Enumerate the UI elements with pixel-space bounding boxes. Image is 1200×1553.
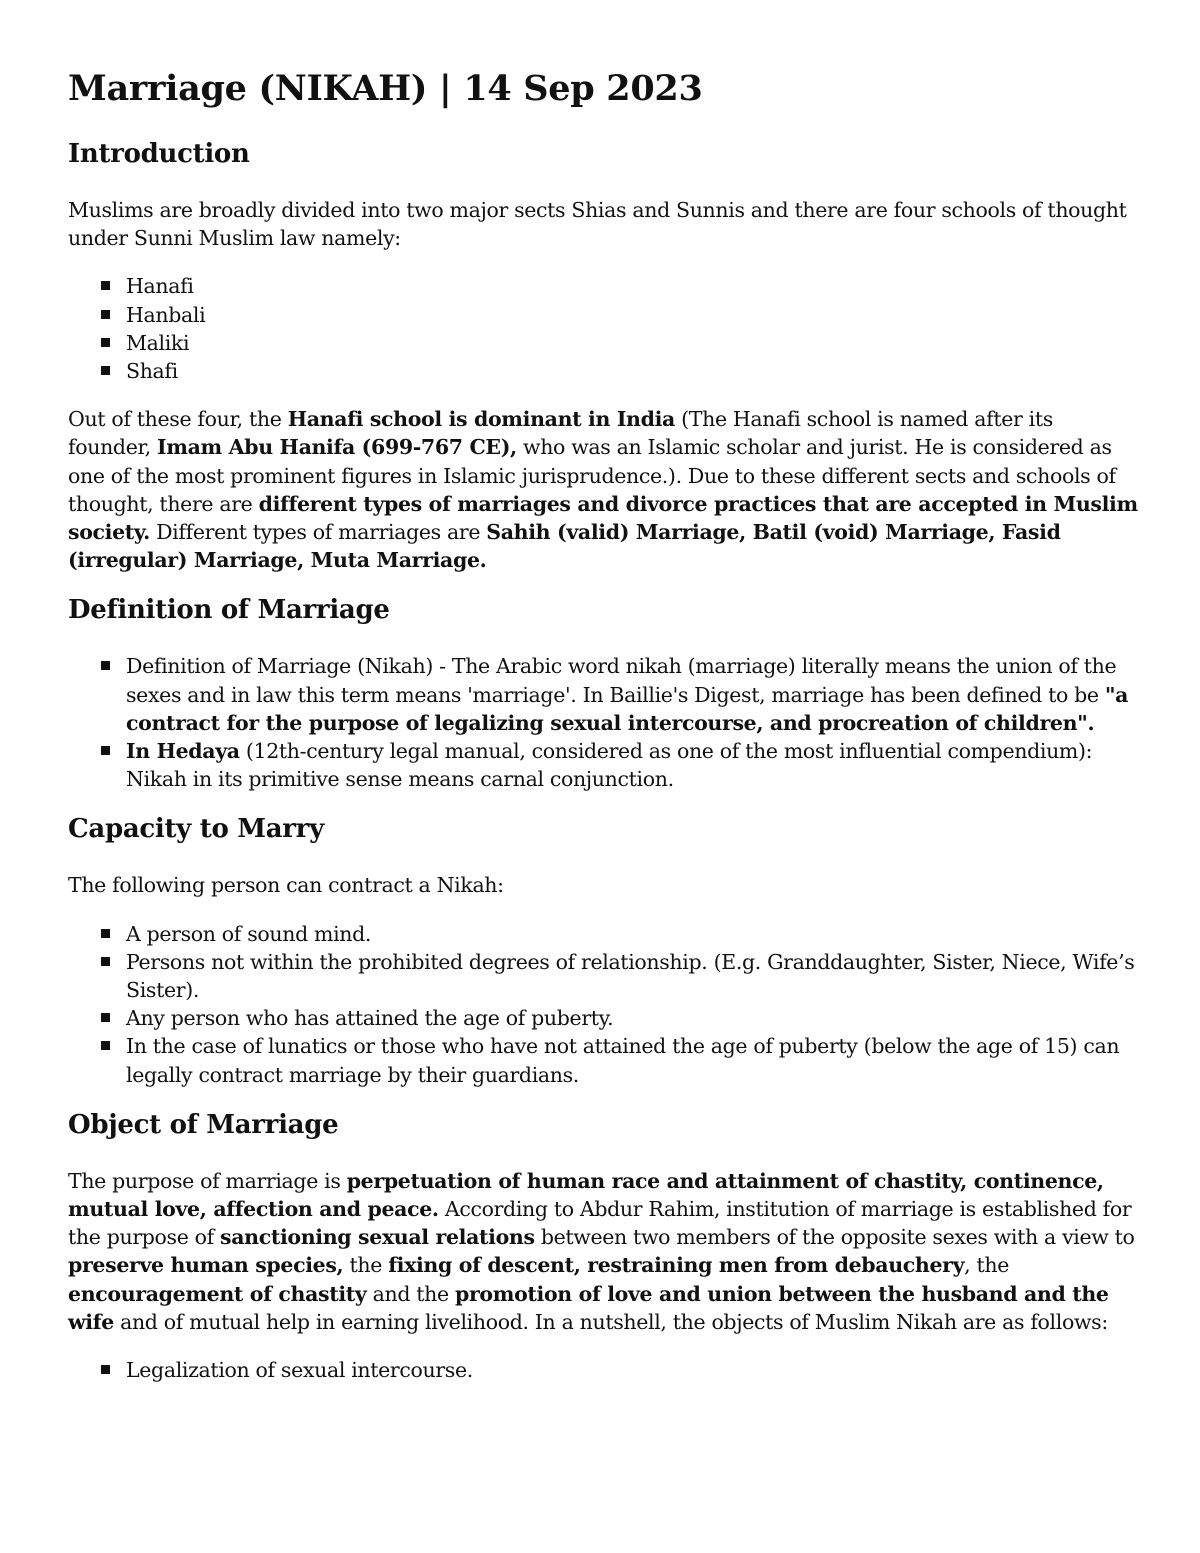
- section-heading-capacity: Capacity to Marry: [68, 814, 324, 845]
- list-item: Maliki: [126, 329, 1138, 357]
- square-bullet-icon: [101, 661, 110, 670]
- list-item: Legalization of sexual intercourse.: [126, 1356, 1138, 1384]
- square-bullet-icon: [101, 1365, 110, 1374]
- square-bullet-icon: [101, 366, 110, 375]
- square-bullet-icon: [101, 338, 110, 347]
- list-item: A person of sound mind.: [126, 920, 1138, 948]
- square-bullet-icon: [101, 746, 110, 755]
- object-list: [68, 1356, 1138, 1384]
- schools-list: [68, 272, 1138, 385]
- list-item: Persons not within the prohibited degrees of relationship. (E.g. Granddaughter, Sister, Niece, Wife’s Sister).: [126, 948, 1138, 1004]
- section-heading-object: Object of Marriage: [68, 1109, 339, 1140]
- intro-paragraph: Muslims are broadly divided into two major sects Shias and Sunnis and there are four schools of thought under Sunni Muslim law namely:: [68, 198, 1127, 251]
- list-item: Shafi: [126, 357, 1138, 385]
- list-item: In Hedaya (12th-century legal manual, considered as one of the most influential compendium): Nikah in its primitive sense means carnal conjunction.: [126, 737, 1138, 793]
- square-bullet-icon: [101, 281, 110, 290]
- page-title: Marriage (NIKAH) | 14 Sep 2023: [68, 68, 703, 109]
- capacity-list: [68, 920, 1138, 1089]
- square-bullet-icon: [101, 1041, 110, 1050]
- list-item: Definition of Marriage (Nikah) - The Arabic word nikah (marriage) literally means the union of the sexes and in law this term means 'marriage'. In Baillie's Digest, marriage has been defined to be "a contract for the purpose of legalizing sexual intercourse, and procreation of children".: [126, 652, 1138, 737]
- capacity-lead: The following person can contract a Nikah:: [68, 873, 504, 898]
- hanafi-paragraph: Out of these four, the Hanafi school is dominant in India (The Hanafi school is named after its founder, Imam Abu Hanifa (699-767 CE), who was an Islamic scholar and jurist. He is considered as one of the most prominent figures in Islamic jurisprudence.). Due to these different sects and schools of thought, there are different types of marriages and divorce practices that are accepted in Muslim society. Different types of marriages are Sahih (valid) Marriage, Batil (void) Marriage, Fasid (irregular) Marriage, Muta Marriage.: [68, 407, 1138, 573]
- section-heading-definition: Definition of Marriage: [68, 595, 390, 626]
- list-item: Hanbali: [126, 301, 1138, 329]
- square-bullet-icon: [101, 929, 110, 938]
- square-bullet-icon: [101, 310, 110, 319]
- list-item: Hanafi: [126, 272, 1138, 300]
- list-item: In the case of lunatics or those who have not attained the age of puberty (below the age of 15) can legally contract marriage by their guardians.: [126, 1032, 1138, 1088]
- square-bullet-icon: [101, 1013, 110, 1022]
- object-paragraph: The purpose of marriage is perpetuation of human race and attainment of chastity, continence, mutual love, affection and peace. According to Abdur Rahim, institution of marriage is established for the purpose of sanctioning sexual relations between two members of the opposite sexes with a view to preserve human species, the fixing of descent, restraining men from debauchery, the encouragement of chastity and the promotion of love and union between the husband and the wife and of mutual help in earning livelihood. In a nutshell, the objects of Muslim Nikah are as follows:: [68, 1168, 1135, 1334]
- list-item: Any person who has attained the age of puberty.: [126, 1004, 1138, 1032]
- square-bullet-icon: [101, 957, 110, 966]
- definition-list: [68, 652, 1138, 793]
- section-heading-introduction: Introduction: [68, 139, 250, 169]
